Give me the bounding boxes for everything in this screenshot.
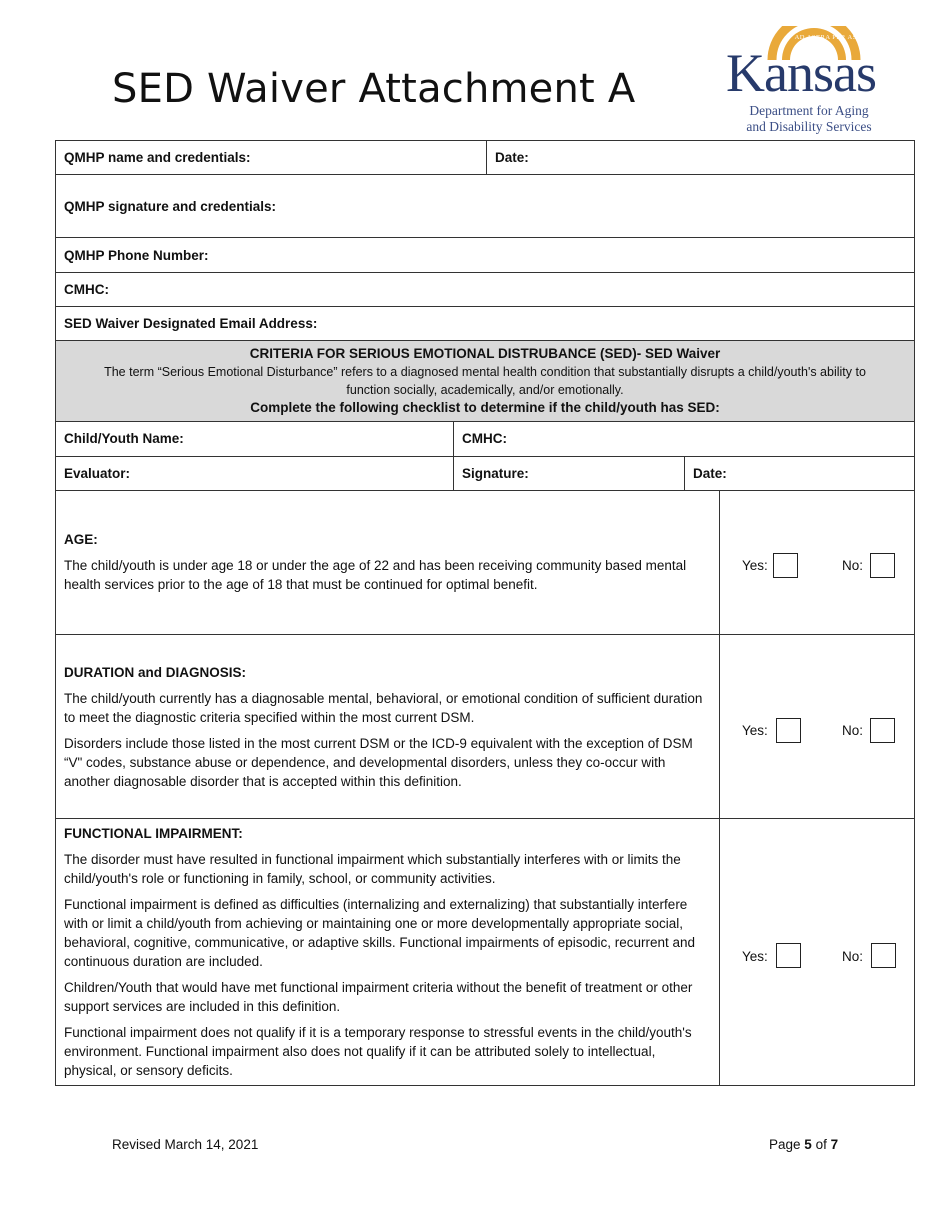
criterion-age-text <box>56 490 720 634</box>
criterion-age <box>55 490 915 635</box>
criterion-duration-answers <box>720 635 916 818</box>
signature-field[interactable] <box>454 456 685 490</box>
child-name-field[interactable] <box>56 421 454 456</box>
duration-no-label: No: <box>842 723 864 738</box>
criterion-functional-paragraph-4: Functional impairment does not qualify if it is a temporary response to stressful events in the child/youth's environment. Functional impairment also does not qualify if it can be attributed solely to intellectual, physical, or sensory deficits. <box>64 1025 692 1078</box>
functional-yes-label: Yes: <box>742 949 768 964</box>
logo-arc-text: AD ASTRA PER ASPERA <box>794 34 876 41</box>
criterion-functional-answers <box>720 819 916 1085</box>
subject-date-field[interactable] <box>685 456 915 490</box>
criterion-functional-text <box>56 819 720 1085</box>
qmhp-signature-label: QMHP signature and credentials: <box>64 198 277 214</box>
page-total: 7 <box>830 1137 839 1152</box>
criterion-age-title: AGE: <box>64 532 98 547</box>
criterion-functional-paragraph-3: Children/Youth that would have met functional impairment criteria without the benefit of treatment or other support services are included in this definition. <box>64 980 693 1014</box>
criterion-functional-paragraph-2: Functional impairment is defined as difficulties (internalizing and externalizing) that substantially interfere with or limit a child/youth from achieving or maintaining one or more developmentally appropriate social, behavioral, cognitive, communicative, or adaptive skills. Functional impairments of episodic, recurrent and continuous duration are included. <box>64 897 696 969</box>
criteria-desc-line1: The term “Serious Emotional Disturbance” refers to a diagnosed mental health condition that substantially disrupts a child/youth's ability to <box>104 365 866 379</box>
criterion-functional-title: FUNCTIONAL IMPAIRMENT: <box>64 826 243 841</box>
criterion-duration-paragraph-1: The child/youth currently has a diagnosable mental, behavioral, or emotional condition of sufficient duration to meet the diagnostic criteria specified within the most current DSM. <box>64 690 703 725</box>
age-no-label: No: <box>842 558 864 573</box>
qmhp-phone-label: QMHP Phone Number: <box>64 247 209 263</box>
functional-no-label: No: <box>842 949 864 964</box>
criteria-instruction: Complete the following checklist to determine if the child/youth has SED: <box>250 400 720 415</box>
evaluator-label: Evaluator: <box>64 465 131 481</box>
email-label: SED Waiver Designated Email Address: <box>64 316 318 331</box>
criterion-functional <box>55 818 915 1086</box>
header-form <box>55 140 915 422</box>
functional-no-checkbox[interactable] <box>871 943 896 968</box>
duration-no-checkbox[interactable] <box>870 718 895 743</box>
logo-wordmark <box>726 38 892 108</box>
criterion-age-paragraph: The child/youth is under age 18 or under the age of 22 and has been receiving community based mental health services prior to the age of 18 that must be continued for optimal benefit. <box>64 558 687 592</box>
qmhp-name-field[interactable] <box>56 141 487 175</box>
age-yes-checkbox[interactable] <box>773 553 798 578</box>
page-of: of <box>815 1137 827 1152</box>
header-date-field[interactable] <box>487 141 915 175</box>
signature-label: Signature: <box>462 465 529 481</box>
page-title: SED Waiver Attachment A <box>112 66 636 112</box>
duration-yes-checkbox[interactable] <box>776 718 801 743</box>
criterion-functional-paragraph-1: The disorder must have resulted in functional impairment which substantially interferes with or limits the child/youth's role or functioning in family, school, or community activities. <box>64 852 681 886</box>
logo-dept-line1: Department for Aging <box>749 103 869 118</box>
criterion-age-answers <box>720 490 916 634</box>
logo-name: Kansas <box>726 43 876 103</box>
qmhp-signature-field[interactable] <box>56 175 915 238</box>
page-number <box>769 1137 838 1152</box>
duration-yes-label: Yes: <box>742 723 768 738</box>
subject-date-label: Date: <box>693 465 727 481</box>
logo-dept-line2: and Disability Services <box>746 119 872 134</box>
criteria-desc-line2: function socially, academically, and/or emotionally. <box>346 383 624 397</box>
child-name-label: Child/Youth Name: <box>64 430 184 446</box>
header-date-label: Date: <box>495 150 529 165</box>
page-current: 5 <box>804 1137 812 1152</box>
subject-form <box>55 421 915 491</box>
email-field[interactable] <box>56 307 915 341</box>
subject-cmhc-field[interactable] <box>454 421 915 456</box>
age-yes-label: Yes: <box>742 558 768 573</box>
criteria-heading: CRITERIA FOR SERIOUS EMOTIONAL DISTRUBANCE (SED)- SED Waiver <box>249 346 721 361</box>
criterion-duration-title: DURATION and DIAGNOSIS: <box>64 664 246 680</box>
criteria-banner <box>56 341 915 422</box>
qmhp-name-label: QMHP name and credentials: <box>64 150 251 165</box>
revised-date: Revised March 14, 2021 <box>112 1137 259 1152</box>
functional-yes-checkbox[interactable] <box>776 943 801 968</box>
page-word: Page <box>769 1137 801 1152</box>
qmhp-phone-field[interactable] <box>56 238 915 273</box>
criterion-duration <box>55 634 915 819</box>
criterion-duration-paragraph-2: Disorders include those listed in the most current DSM or the ICD-9 equivalent with the exception of DSM “V" codes, substance abuse or dependence, and developmental disorders, unless they co-occur with another diagnosable disorder that is accepted within this definition. <box>64 735 693 789</box>
logo-department <box>726 103 892 135</box>
subject-cmhc-label: CMHC: <box>462 430 507 446</box>
evaluator-field[interactable] <box>56 456 454 490</box>
header-cmhc-field[interactable] <box>56 273 915 307</box>
header-cmhc-label: CMHC: <box>64 282 109 297</box>
age-no-checkbox[interactable] <box>870 553 895 578</box>
criterion-duration-text <box>56 635 720 818</box>
